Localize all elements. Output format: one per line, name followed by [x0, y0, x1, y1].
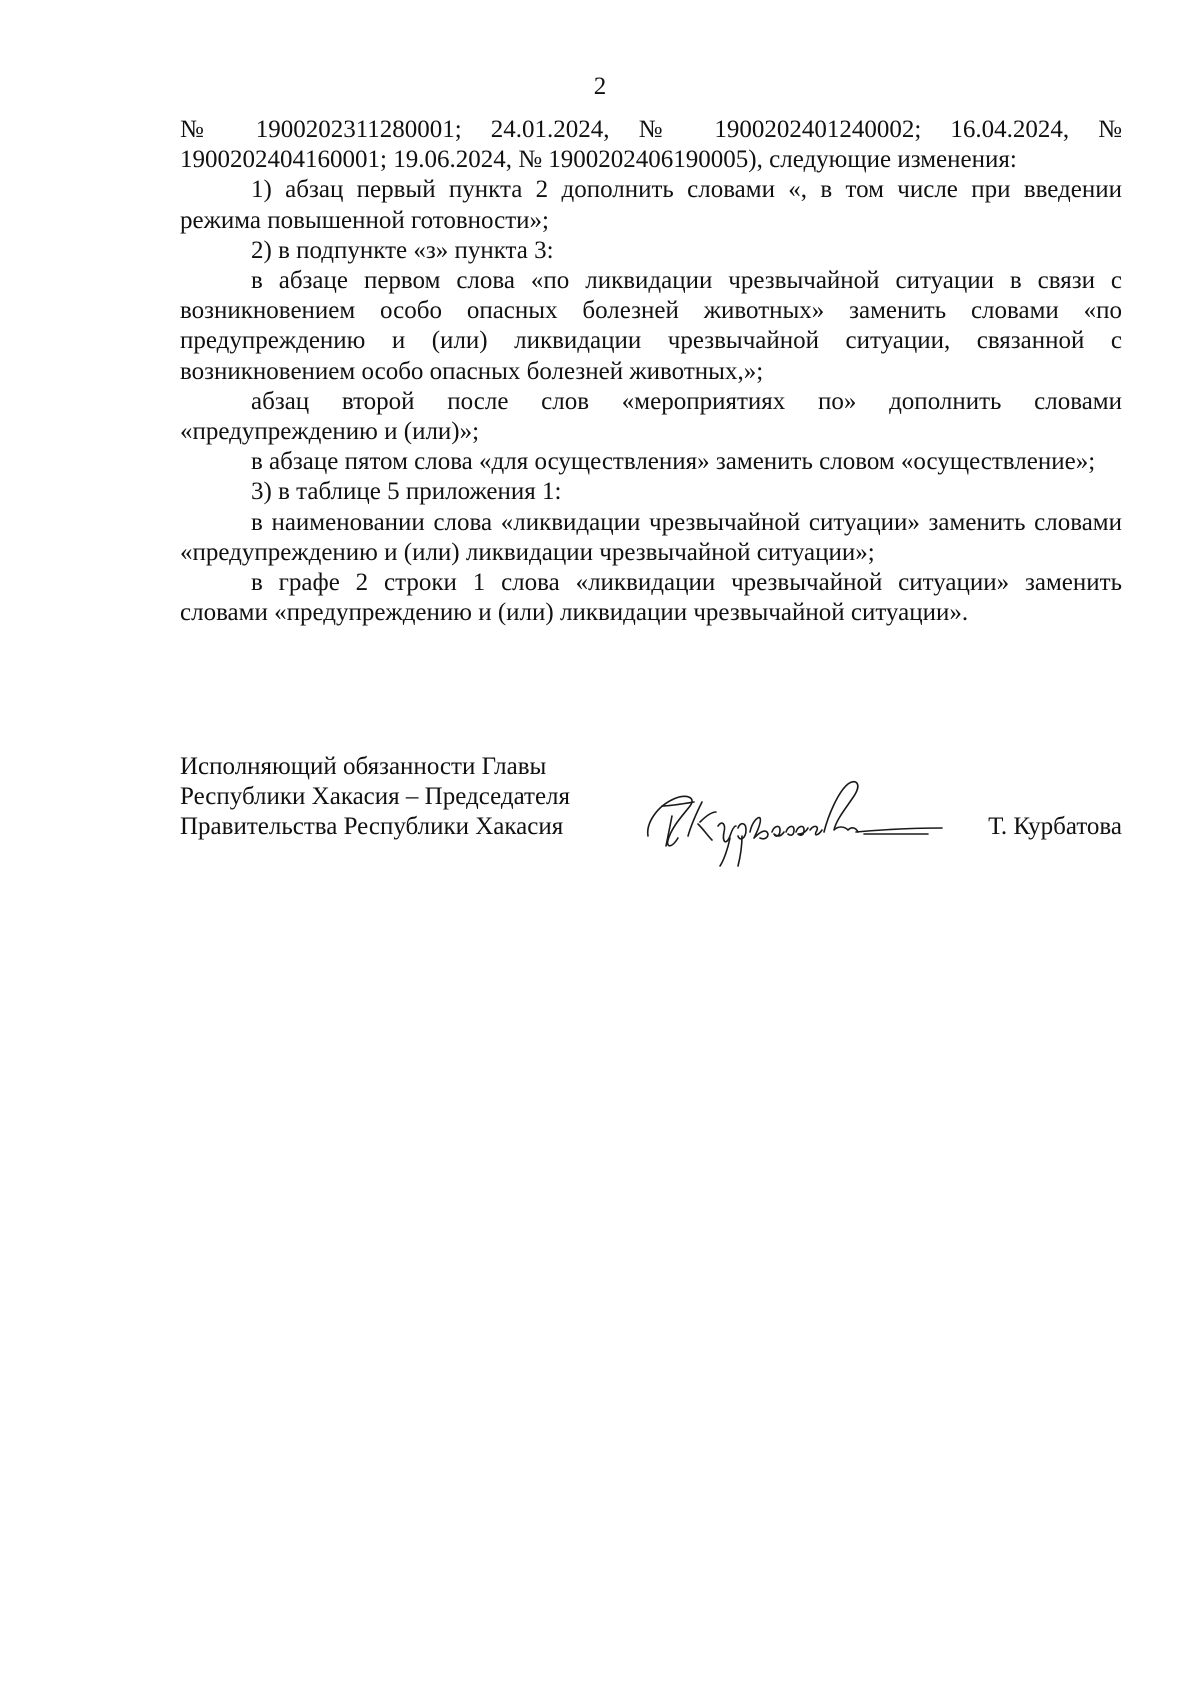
paragraph-item-2: 2) в подпункте «з» пункта 3: — [251, 236, 554, 264]
paragraph-item-2-abzac-2: абзац второй после слов «мероприятиях по» дополнить словами «предупреждению и (или)»; — [180, 387, 1122, 446]
page-number: 2 — [593, 73, 607, 100]
signature-block — [180, 752, 1122, 872]
paragraph-item-2-abzac-1: в абзаце первом слова «по ликвидации чрезвычайной ситуации в связи с возникновением особо опасных болезней животных» заменить словами «по предупреждению и (или) ликвидации чрезвычайной ситуации, связанной с возникновением особо опасных болезней животных,»; — [180, 267, 1122, 385]
paragraph-item-2-abzac-5: в абзаце пятом слова «для осуществления» заменить словом «осуществление»; — [251, 448, 1096, 476]
handwritten-signature — [642, 776, 948, 872]
signer-title-line: Исполняющий обязанности Главы — [180, 753, 547, 780]
paragraph-item-3-column-2: в графе 2 строки 1 слова «ликвидации чрезвычайной ситуации» заменить словами «предупреждению и (или) ликвидации чрезвычайной ситуации». — [180, 569, 1122, 627]
signer-title-line: Правительства Республики Хакасия — [180, 813, 564, 840]
paragraph-item-1: 1) абзац первый пункта 2 дополнить словами «, в том числе при введении режима повышенной готовности»; — [180, 176, 1122, 234]
signer-name: Т. Курбатова — [988, 813, 1122, 840]
signer-title — [180, 752, 640, 842]
paragraph-item-3: 3) в таблице 5 приложения 1: — [251, 478, 562, 506]
paragraph-item-3-title: в наименовании слова «ликвидации чрезвычайной ситуации» заменить словами «предупреждению и (или) ликвидации чрезвычайной ситуации»; — [180, 508, 1122, 566]
paragraph-registration-numbers: № 1900202311280001; 24.01.2024, № 1900202401240002; 16.04.2024, № 1900202404160001; 19.06.2024, № 1900202406190005), следующие изменения: — [180, 116, 1122, 174]
document-body — [180, 115, 1122, 628]
signer-title-line: Республики Хакасия – Председателя — [180, 783, 571, 810]
